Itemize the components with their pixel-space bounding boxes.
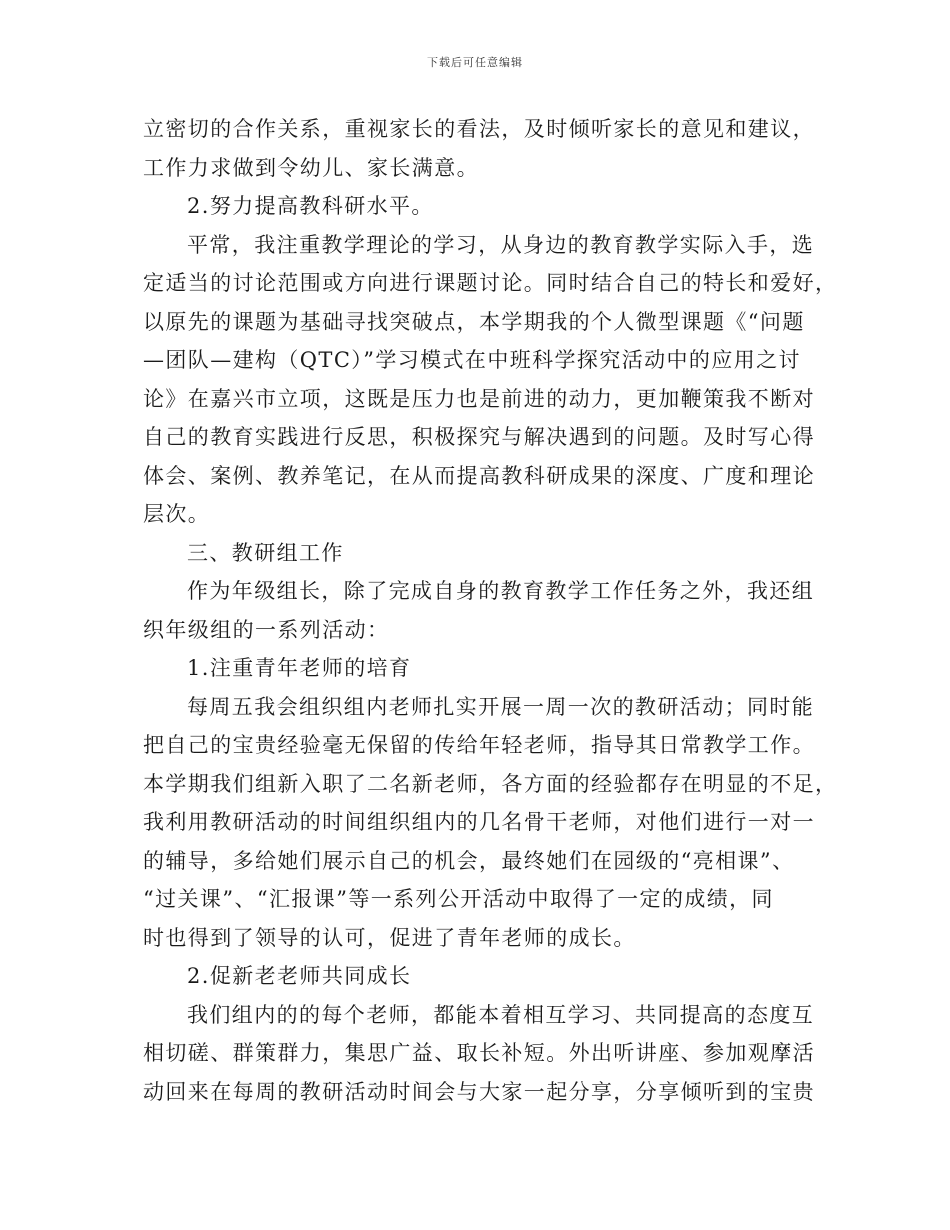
text-line: 动回来在每周的教研活动时间会与大家一起分享，分享倾听到的宝贵 — [143, 1079, 815, 1104]
text-line: 自己的教育实践进行反思，积极探究与解决遇到的问题。及时写心得 — [143, 425, 815, 449]
text-line: 工作力求做到令幼儿、家长满意。 — [143, 155, 479, 180]
text-line: 以原先的课题为基础寻找突破点，本学期我的个人微型课题《“问题 — [143, 309, 805, 334]
section-heading: 三、教研组工作 — [187, 540, 344, 565]
text-line: 论》在嘉兴市立项，这既是压力也是前进的动力，更加鞭策我不断对 — [143, 386, 815, 411]
text-line: 体会、案例、教养笔记，在从而提高教科研成果的深度、广度和理论 — [143, 463, 815, 488]
text-line: 把自己的宝贵经验毫无保留的传给年轻老师，指导其日常教学工作。 — [143, 733, 815, 757]
text-line: 时也得到了领导的认可，促进了青年老师的成长。 — [143, 925, 636, 950]
text-line: 定适当的讨论范围或方向进行课题讨论。同时结合自己的特长和爱好， — [143, 271, 838, 295]
text-line: 层次。 — [143, 502, 211, 526]
text-line: 织年级组的一系列活动： — [143, 617, 390, 642]
subheading: 2.促新老老师共同成长 — [187, 964, 412, 988]
text-line: —团队—建构（QTC）”学习模式在中班科学探究活动中的应用之讨 — [143, 348, 801, 372]
subheading: 2.努力提高教科研水平。 — [187, 194, 434, 218]
text-line: 平常，我注重教学理论的学习，从身边的教育教学实际入手，选 — [187, 232, 815, 257]
text-line: “过关课”、“汇报课”等一系列公开活动中取得了一定的成绩，同 — [143, 887, 774, 911]
document-body — [143, 110, 838, 1111]
text-line: 我利用教研活动的时间组织组内的几名骨干老师，对他们进行一对一 — [143, 810, 815, 834]
text-line: 的辅导，多给她们展示自己的机会，最终她们在园级的“亮相课”、 — [143, 848, 795, 873]
page-header-note: 下载后可任意编辑 — [427, 56, 523, 69]
text-line: 我们组内的的每个老师，都能本着相互学习、共同提高的态度互 — [187, 1002, 815, 1027]
text-line: 立密切的合作关系，重视家长的看法，及时倾听家长的意见和建议， — [143, 117, 815, 141]
text-line: 每周五我会组织组内老师扎实开展一周一次的教研活动；同时能 — [187, 694, 815, 719]
subheading: 1.注重青年老师的培育 — [187, 656, 412, 680]
text-line: 本学期我们组新入职了二名新老师，各方面的经验都存在明显的不足， — [143, 771, 838, 796]
text-line: 相切磋、群策群力，集思广益、取长补短。外出听讲座、参加观摩活 — [143, 1041, 815, 1065]
text-line: 作为年级组长，除了完成自身的教育教学工作任务之外，我还组 — [187, 579, 815, 603]
